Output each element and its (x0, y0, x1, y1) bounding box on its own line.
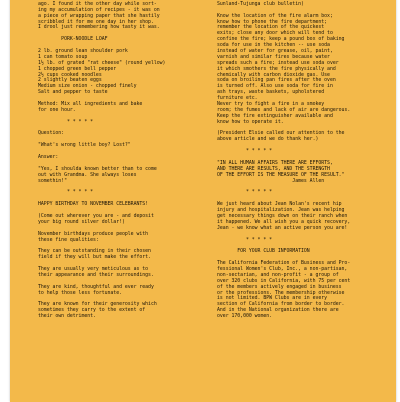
left-column-line: field if they will but make the effort. (38, 254, 151, 261)
right-column-line: over 170,000 women. (217, 313, 273, 320)
left-column-line: They can be outstanding in their chosen (38, 248, 151, 255)
left-column-line: Answer: (38, 154, 59, 161)
right-column-line: Sunland-Tujunga club bulletin) (217, 0, 304, 7)
left-column-line: 1 can tomato soup (38, 53, 88, 60)
right-column-line: * * * * * (217, 236, 273, 243)
right-column-line: "IN ALL HUMAN AFFAIRS THERE ARE EFFORTS, (217, 159, 333, 166)
left-column-line: "What's wrong little boy? Lost?" (38, 142, 131, 149)
left-column-line: They are kind, thoughtful and ever ready (38, 283, 154, 290)
right-column-line: non-sectarian, and non-profit - a group of (217, 271, 339, 278)
left-column-line: I drool just remembering how tasty it was. (38, 24, 160, 31)
left-column-line: a piece of wrapping paper that she hastily (38, 12, 160, 19)
right-column-line: James Allen (217, 177, 325, 184)
right-column-line: FOR YOUR CLUB INFORMATION (217, 248, 310, 255)
left-column-line: somethin!" (38, 177, 67, 184)
right-column-line: * * * * * (217, 148, 273, 155)
right-column-line: soda for use in the kitchen -- use soda (217, 42, 330, 49)
left-column-line: They are usually very meticulous as to (38, 265, 149, 272)
right-column-line: get necessary things down on their ranch when (217, 212, 348, 219)
right-column-line: Keep the fire extinguisher available and (217, 112, 333, 119)
left-column-line: 2½ cups cooked noodles (38, 71, 102, 78)
right-column-line: it which smothers the fire physically and (217, 65, 336, 72)
left-column-line: "Yes, I shoulda known better than to come (38, 165, 157, 172)
left-column-line: these fine qualities: (38, 236, 99, 243)
right-column-line: (President Elsie called our attention to the (217, 130, 345, 137)
right-column-line: instead of water for grease, oil, paint, (217, 48, 333, 55)
left-column-line: * * * * * (38, 118, 94, 125)
right-column-line: AND THERE ARE RESULTS, AND THE STRENGTH (217, 165, 330, 172)
right-column-line: fessional Women's Club, Inc., a non-partisan, (217, 265, 348, 272)
right-column-line: * * * * * (217, 189, 273, 196)
right-column-line: is turned off. Also use soda for fire in (217, 83, 333, 90)
right-column-line: room; the fumes and lack of air are dangerous. (217, 106, 351, 113)
right-column-line: confine the fire; keep a pound box of baking (217, 36, 345, 43)
right-column-line: Jean - we know what an active person you are! (217, 224, 348, 231)
left-column-line: to help those less fortunate. (38, 289, 122, 296)
left-column-line: 2 slightly beaten eggs (38, 77, 102, 84)
left-column-line: their appearance and their surroundings. (38, 271, 154, 278)
right-column-line: The California Federation of Business and Pro- (217, 260, 351, 267)
left-column-line: * * * * * (38, 189, 94, 196)
right-column-line: exits; close any door which will tend to (217, 30, 333, 37)
right-column-line: Never try to fight a fire in a smokey (217, 101, 325, 108)
left-column-line: (Come out wherever you are - and deposit (38, 212, 154, 219)
right-column-line: remember the location of the quickest (217, 24, 325, 31)
left-column-line: out with Grandma. She always loses (38, 171, 137, 178)
right-column-line: And in the National organization there are (217, 307, 339, 314)
left-column-line: 2 lb. ground lean shoulder pork (38, 48, 128, 55)
right-column (217, 0, 387, 320)
right-column-line: OF THE EFFORT IS THE MEASURE OF THE RESULT." (217, 171, 345, 178)
left-column (38, 0, 206, 320)
right-column-line: know how to phone the fire department; (217, 18, 328, 25)
right-column-line: section of California from border to border. (217, 301, 345, 308)
left-column-line: 1½ lb. of grated "rat cheese" (round yellow) (38, 59, 166, 66)
left-column-line: your big round silver dollar!) (38, 218, 125, 225)
left-column-line: Salt and pepper to taste (38, 89, 108, 96)
left-column-line: for one hour. (38, 106, 76, 113)
left-column-line: ago. I found it the other day while sort- (38, 0, 157, 7)
left-column-line: November birthdays produce people with (38, 230, 149, 237)
right-column-line: Know the location of the fire alarm box; (217, 12, 333, 19)
right-column-line: above article and we do thank her.) (217, 136, 319, 143)
left-column-line: scribbled it for me one day in her shop. (38, 18, 154, 25)
right-column-line: chemically with carbon dioxide gas. Use (217, 71, 330, 78)
right-column-line: it happened. We all wish you a quick recovery, (217, 218, 351, 225)
left-column-line: sometimes they carry to the extent of (38, 307, 146, 314)
left-column-line: ing my accumulation of recipes - it was on (38, 6, 160, 13)
right-column-line: spreads such a fire; instead use soda over (217, 59, 339, 66)
left-column-line: Question: (38, 130, 65, 137)
right-column-line: know how to operate it. (217, 118, 284, 125)
left-column-line: Medium size onion - chopped finely (38, 83, 137, 90)
right-column-line: or the professions. The membership otherwise (217, 289, 345, 296)
right-column-line: is not limited. BPW Clubs are in every (217, 295, 328, 302)
left-column-line: They are known for their generosity which (38, 301, 157, 308)
right-column-line: ash trays, waste baskets, upholstered (217, 89, 325, 96)
right-column-line: varnish and similar fires because water (217, 53, 330, 60)
right-column-line: soda on broiling pan fires after the oven (217, 77, 336, 84)
right-column-line: over 320 clubs in California, with 75 per cent (217, 277, 351, 284)
left-column-line: Method: Mix all ingredients and bake (38, 101, 143, 108)
right-column-line: injury and hospitalization. Jean was helping (217, 207, 345, 214)
right-column-line: of the members actively engaged in business (217, 283, 342, 290)
right-column-line: We just heard about Jean Nolan's recent hip (217, 201, 342, 208)
right-column-line: furniture etc. (217, 95, 258, 102)
bulletin-page (10, 0, 396, 402)
left-column-line: HAPPY BIRTHDAY TO NOVEMBER CELEBRANTS! (38, 201, 149, 208)
left-column-line: 1 chopped green bell pepper (38, 65, 117, 72)
left-column-line: PORK-NOODLE LOAF (38, 36, 108, 43)
left-column-line: their own detriment. (38, 313, 96, 320)
